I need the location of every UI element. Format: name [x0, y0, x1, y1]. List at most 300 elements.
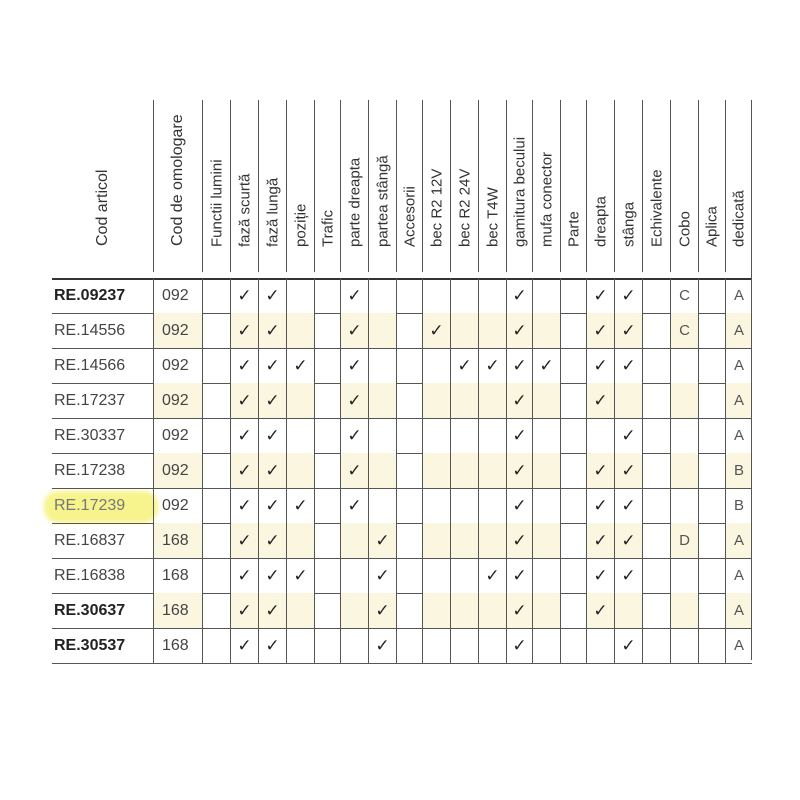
- check-icon: ✓: [265, 320, 280, 341]
- feature-cell: [642, 383, 670, 418]
- feature-cell: [614, 313, 642, 348]
- feature-cell: [614, 278, 642, 313]
- column-header-label: stânga: [620, 201, 637, 247]
- column-header-label: bec T4W: [484, 187, 501, 247]
- column-header: [202, 100, 230, 272]
- feature-cell: [422, 628, 450, 663]
- feature-cell: [586, 488, 614, 523]
- check-icon: ✓: [485, 565, 500, 586]
- feature-cell: [560, 558, 586, 593]
- check-icon: ✓: [621, 320, 636, 341]
- check-icon: ✓: [293, 565, 308, 586]
- feature-cell: [286, 593, 314, 628]
- column-header-label: bec R2 24V: [456, 168, 473, 247]
- check-icon: ✓: [593, 460, 608, 481]
- check-icon: ✓: [265, 635, 280, 656]
- feature-cell: [642, 418, 670, 453]
- check-icon: ✓: [265, 285, 280, 306]
- feature-cell: [450, 348, 478, 383]
- column-header: [153, 100, 202, 272]
- feature-cell: [560, 418, 586, 453]
- check-icon: ✓: [347, 320, 362, 341]
- check-icon: ✓: [512, 355, 527, 376]
- check-icon: ✓: [512, 390, 527, 411]
- table-row: [52, 313, 752, 348]
- cobo-cell: [670, 313, 698, 348]
- feature-cell: [586, 628, 614, 663]
- feature-cell: [230, 558, 258, 593]
- feature-cell: [396, 593, 422, 628]
- feature-cell: [230, 383, 258, 418]
- feature-cell: [314, 278, 340, 313]
- feature-cell: [422, 453, 450, 488]
- feature-cell: [258, 313, 286, 348]
- check-icon: ✓: [237, 425, 252, 446]
- feature-cell: [230, 593, 258, 628]
- check-icon: ✓: [347, 460, 362, 481]
- feature-cell: [614, 523, 642, 558]
- check-icon: ✓: [237, 355, 252, 376]
- feature-cell: [202, 523, 230, 558]
- check-icon: ✓: [237, 495, 252, 516]
- approval-code: 168: [153, 523, 202, 558]
- table-right-border: [751, 100, 752, 660]
- dedicata-value: A: [733, 322, 744, 339]
- column-header-label: Cobo: [676, 211, 693, 247]
- check-icon: ✓: [621, 460, 636, 481]
- feature-cell: [532, 278, 560, 313]
- feature-cell: [586, 383, 614, 418]
- feature-cell: [614, 418, 642, 453]
- check-icon: ✓: [593, 285, 608, 306]
- approval-code: 168: [153, 628, 202, 663]
- feature-cell: [368, 313, 396, 348]
- feature-cell: [478, 278, 506, 313]
- feature-cell: [450, 593, 478, 628]
- feature-cell: [614, 453, 642, 488]
- dedicata-cell: [725, 313, 752, 348]
- column-header-label: fază lungă: [264, 177, 281, 247]
- approval-code: 168: [153, 558, 202, 593]
- feature-cell: [340, 628, 368, 663]
- feature-cell: [450, 453, 478, 488]
- feature-cell: [202, 453, 230, 488]
- approval-code: 092: [153, 278, 202, 313]
- check-icon: ✓: [237, 565, 252, 586]
- feature-cell: [532, 383, 560, 418]
- feature-cell: [202, 278, 230, 313]
- cobo-cell: [670, 488, 698, 523]
- column-header: [258, 100, 286, 272]
- column-header: [698, 100, 725, 272]
- feature-cell: [340, 558, 368, 593]
- dedicata-value: A: [733, 637, 744, 654]
- column-header-label: partea stângă: [374, 155, 391, 247]
- check-icon: ✓: [512, 495, 527, 516]
- aplica-cell: [698, 383, 725, 418]
- column-header-label: Cod articol: [93, 169, 111, 246]
- aplica-cell: [698, 348, 725, 383]
- column-header: [725, 100, 752, 272]
- column-header: [314, 100, 340, 272]
- dedicata-value: A: [733, 392, 744, 409]
- feature-cell: [314, 488, 340, 523]
- cobo-cell: [670, 593, 698, 628]
- feature-cell: [422, 418, 450, 453]
- dedicata-cell: [725, 348, 752, 383]
- table-row: [52, 453, 752, 488]
- feature-cell: [258, 348, 286, 383]
- feature-cell: [258, 278, 286, 313]
- check-icon: ✓: [237, 530, 252, 551]
- article-code: RE.30637: [54, 601, 126, 619]
- feature-cell: [560, 383, 586, 418]
- check-icon: ✓: [512, 530, 527, 551]
- check-icon: ✓: [621, 285, 636, 306]
- feature-cell: [614, 558, 642, 593]
- feature-cell: [314, 628, 340, 663]
- aplica-cell: [698, 313, 725, 348]
- feature-cell: [506, 383, 532, 418]
- feature-cell: [642, 348, 670, 383]
- check-icon: ✓: [429, 320, 444, 341]
- feature-cell: [422, 488, 450, 523]
- column-header: [450, 100, 478, 272]
- feature-cell: [478, 348, 506, 383]
- feature-cell: [368, 523, 396, 558]
- feature-cell: [396, 418, 422, 453]
- column-header: [560, 100, 586, 272]
- feature-cell: [532, 488, 560, 523]
- aplica-cell: [698, 558, 725, 593]
- dedicata-value: A: [733, 602, 744, 619]
- column-header: [614, 100, 642, 272]
- column-header-label: gamitura becului: [511, 136, 528, 247]
- cobo-value: C: [679, 322, 690, 339]
- check-icon: ✓: [621, 565, 636, 586]
- feature-cell: [560, 628, 586, 663]
- feature-cell: [506, 348, 532, 383]
- table-row: [52, 593, 752, 628]
- check-icon: ✓: [347, 355, 362, 376]
- feature-cell: [396, 558, 422, 593]
- check-icon: ✓: [237, 320, 252, 341]
- approval-code: 092: [153, 313, 202, 348]
- feature-cell: [586, 453, 614, 488]
- column-header: [422, 100, 450, 272]
- feature-cell: [258, 453, 286, 488]
- column-header-label: Cod de omologare: [169, 114, 186, 246]
- aplica-cell: [698, 523, 725, 558]
- article-code: RE.14566: [54, 356, 126, 374]
- article-code: RE.17239: [54, 496, 126, 514]
- feature-cell: [478, 418, 506, 453]
- check-icon: ✓: [512, 635, 527, 656]
- feature-cell: [478, 383, 506, 418]
- feature-cell: [286, 383, 314, 418]
- table-row: [52, 558, 752, 593]
- feature-cell: [532, 418, 560, 453]
- feature-cell: [642, 558, 670, 593]
- feature-cell: [286, 418, 314, 453]
- dedicata-value: B: [733, 462, 744, 479]
- feature-cell: [314, 523, 340, 558]
- check-icon: ✓: [621, 495, 636, 516]
- article-code: RE.17238: [54, 461, 126, 479]
- column-header-label: parte dreapta: [346, 157, 363, 247]
- check-icon: ✓: [237, 600, 252, 621]
- feature-cell: [396, 488, 422, 523]
- feature-cell: [340, 383, 368, 418]
- cobo-cell: [670, 453, 698, 488]
- feature-cell: [202, 418, 230, 453]
- article-code: RE.14556: [54, 321, 126, 339]
- check-icon: ✓: [593, 565, 608, 586]
- feature-cell: [396, 523, 422, 558]
- feature-cell: [506, 558, 532, 593]
- aplica-cell: [698, 488, 725, 523]
- feature-cell: [642, 523, 670, 558]
- feature-cell: [422, 558, 450, 593]
- column-header-label: mufa conector: [538, 151, 555, 247]
- cobo-cell: [670, 278, 698, 313]
- feature-cell: [230, 418, 258, 453]
- column-header-label: poziție: [292, 203, 309, 247]
- check-icon: ✓: [621, 425, 636, 446]
- feature-cell: [586, 523, 614, 558]
- column-header: [670, 100, 698, 272]
- feature-cell: [560, 523, 586, 558]
- column-header: [340, 100, 368, 272]
- feature-cell: [202, 313, 230, 348]
- check-icon: ✓: [375, 635, 390, 656]
- feature-cell: [422, 313, 450, 348]
- table-row: [52, 628, 752, 663]
- feature-cell: [506, 523, 532, 558]
- check-icon: ✓: [347, 425, 362, 446]
- feature-cell: [450, 523, 478, 558]
- column-header-label: dedicată: [730, 190, 748, 247]
- feature-cell: [532, 628, 560, 663]
- feature-cell: [422, 523, 450, 558]
- feature-cell: [642, 628, 670, 663]
- feature-cell: [340, 453, 368, 488]
- check-icon: ✓: [375, 530, 390, 551]
- feature-cell: [314, 383, 340, 418]
- feature-cell: [506, 418, 532, 453]
- cobo-cell: [670, 383, 698, 418]
- article-code: RE.30537: [54, 636, 126, 654]
- table-row: [52, 523, 752, 558]
- check-icon: ✓: [293, 355, 308, 376]
- column-header: [532, 100, 560, 272]
- column-header-label: Echivalente: [648, 169, 665, 247]
- dedicata-cell: [725, 383, 752, 418]
- column-header: [368, 100, 396, 272]
- dedicata-value: A: [733, 532, 744, 549]
- check-icon: ✓: [593, 355, 608, 376]
- dedicata-cell: [725, 278, 752, 313]
- column-header-label: Accesorii: [401, 186, 418, 247]
- column-header: [396, 100, 422, 272]
- check-icon: ✓: [512, 600, 527, 621]
- aplica-cell: [698, 453, 725, 488]
- feature-cell: [368, 558, 396, 593]
- check-icon: ✓: [621, 635, 636, 656]
- feature-cell: [586, 418, 614, 453]
- feature-cell: [340, 348, 368, 383]
- feature-cell: [340, 593, 368, 628]
- article-code: RE.30337: [54, 426, 126, 444]
- feature-cell: [450, 383, 478, 418]
- feature-cell: [368, 418, 396, 453]
- feature-cell: [450, 313, 478, 348]
- column-header-label: fază scurtă: [236, 173, 253, 247]
- aplica-cell: [698, 418, 725, 453]
- feature-cell: [286, 313, 314, 348]
- check-icon: ✓: [512, 565, 527, 586]
- check-icon: ✓: [485, 355, 500, 376]
- cobo-cell: [670, 348, 698, 383]
- check-icon: ✓: [265, 425, 280, 446]
- feature-cell: [314, 453, 340, 488]
- feature-cell: [286, 558, 314, 593]
- check-icon: ✓: [265, 495, 280, 516]
- cobo-cell: [670, 628, 698, 663]
- feature-cell: [422, 383, 450, 418]
- column-header: [478, 100, 506, 272]
- feature-cell: [368, 453, 396, 488]
- feature-cell: [286, 488, 314, 523]
- feature-cell: [258, 628, 286, 663]
- feature-cell: [314, 593, 340, 628]
- check-icon: ✓: [347, 390, 362, 411]
- column-header: [52, 100, 153, 272]
- feature-cell: [230, 488, 258, 523]
- article-code: RE.16838: [54, 566, 126, 584]
- check-icon: ✓: [457, 355, 472, 376]
- check-icon: ✓: [293, 495, 308, 516]
- dedicata-cell: [725, 593, 752, 628]
- feature-cell: [286, 523, 314, 558]
- feature-cell: [642, 488, 670, 523]
- feature-cell: [396, 453, 422, 488]
- check-icon: ✓: [593, 390, 608, 411]
- check-icon: ✓: [621, 355, 636, 376]
- check-icon: ✓: [375, 565, 390, 586]
- dedicata-cell: [725, 558, 752, 593]
- feature-cell: [286, 453, 314, 488]
- feature-cell: [506, 313, 532, 348]
- feature-cell: [340, 313, 368, 348]
- feature-cell: [230, 523, 258, 558]
- column-header-label: bec R2 12V: [428, 168, 445, 247]
- feature-cell: [506, 278, 532, 313]
- feature-cell: [586, 348, 614, 383]
- approval-code: 092: [153, 453, 202, 488]
- column-header-label: Parte: [565, 211, 582, 247]
- feature-cell: [560, 593, 586, 628]
- feature-cell: [506, 628, 532, 663]
- feature-cell: [478, 593, 506, 628]
- feature-cell: [202, 488, 230, 523]
- aplica-cell: [698, 628, 725, 663]
- feature-cell: [532, 523, 560, 558]
- column-header-label: Aplica: [703, 206, 721, 247]
- feature-cell: [230, 348, 258, 383]
- check-icon: ✓: [265, 355, 280, 376]
- check-icon: ✓: [265, 600, 280, 621]
- dedicata-value: B: [733, 497, 744, 514]
- column-header: [286, 100, 314, 272]
- feature-cell: [532, 558, 560, 593]
- feature-cell: [478, 453, 506, 488]
- column-header: [586, 100, 614, 272]
- feature-cell: [230, 453, 258, 488]
- approval-code: 092: [153, 383, 202, 418]
- check-icon: ✓: [265, 390, 280, 411]
- approval-code: 168: [153, 593, 202, 628]
- dedicata-cell: [725, 628, 752, 663]
- feature-cell: [258, 418, 286, 453]
- check-icon: ✓: [512, 285, 527, 306]
- feature-cell: [450, 558, 478, 593]
- feature-cell: [586, 313, 614, 348]
- check-icon: ✓: [265, 565, 280, 586]
- feature-cell: [450, 278, 478, 313]
- table-row: [52, 383, 752, 418]
- dedicata-cell: [725, 523, 752, 558]
- dedicata-cell: [725, 488, 752, 523]
- feature-cell: [422, 593, 450, 628]
- feature-cell: [368, 488, 396, 523]
- check-icon: ✓: [593, 600, 608, 621]
- column-header: [506, 100, 532, 272]
- feature-cell: [286, 348, 314, 383]
- feature-cell: [478, 488, 506, 523]
- feature-cell: [614, 488, 642, 523]
- feature-cell: [506, 593, 532, 628]
- feature-cell: [340, 418, 368, 453]
- feature-cell: [396, 383, 422, 418]
- feature-cell: [478, 313, 506, 348]
- aplica-cell: [698, 593, 725, 628]
- feature-cell: [560, 488, 586, 523]
- column-header-label: Functii lumini: [208, 159, 225, 247]
- row-divider: [52, 663, 752, 664]
- check-icon: ✓: [237, 390, 252, 411]
- feature-cell: [396, 278, 422, 313]
- feature-cell: [314, 313, 340, 348]
- feature-cell: [368, 593, 396, 628]
- feature-cell: [368, 278, 396, 313]
- feature-cell: [230, 628, 258, 663]
- feature-cell: [314, 418, 340, 453]
- article-code: RE.17237: [54, 391, 126, 409]
- feature-cell: [532, 348, 560, 383]
- feature-cell: [368, 348, 396, 383]
- feature-cell: [340, 523, 368, 558]
- check-icon: ✓: [512, 460, 527, 481]
- cobo-cell: [670, 558, 698, 593]
- column-header-label: dreapta: [592, 196, 609, 247]
- feature-cell: [560, 278, 586, 313]
- feature-cell: [396, 348, 422, 383]
- check-icon: ✓: [621, 530, 636, 551]
- cobo-value: D: [679, 532, 690, 549]
- check-icon: ✓: [539, 355, 554, 376]
- feature-cell: [340, 278, 368, 313]
